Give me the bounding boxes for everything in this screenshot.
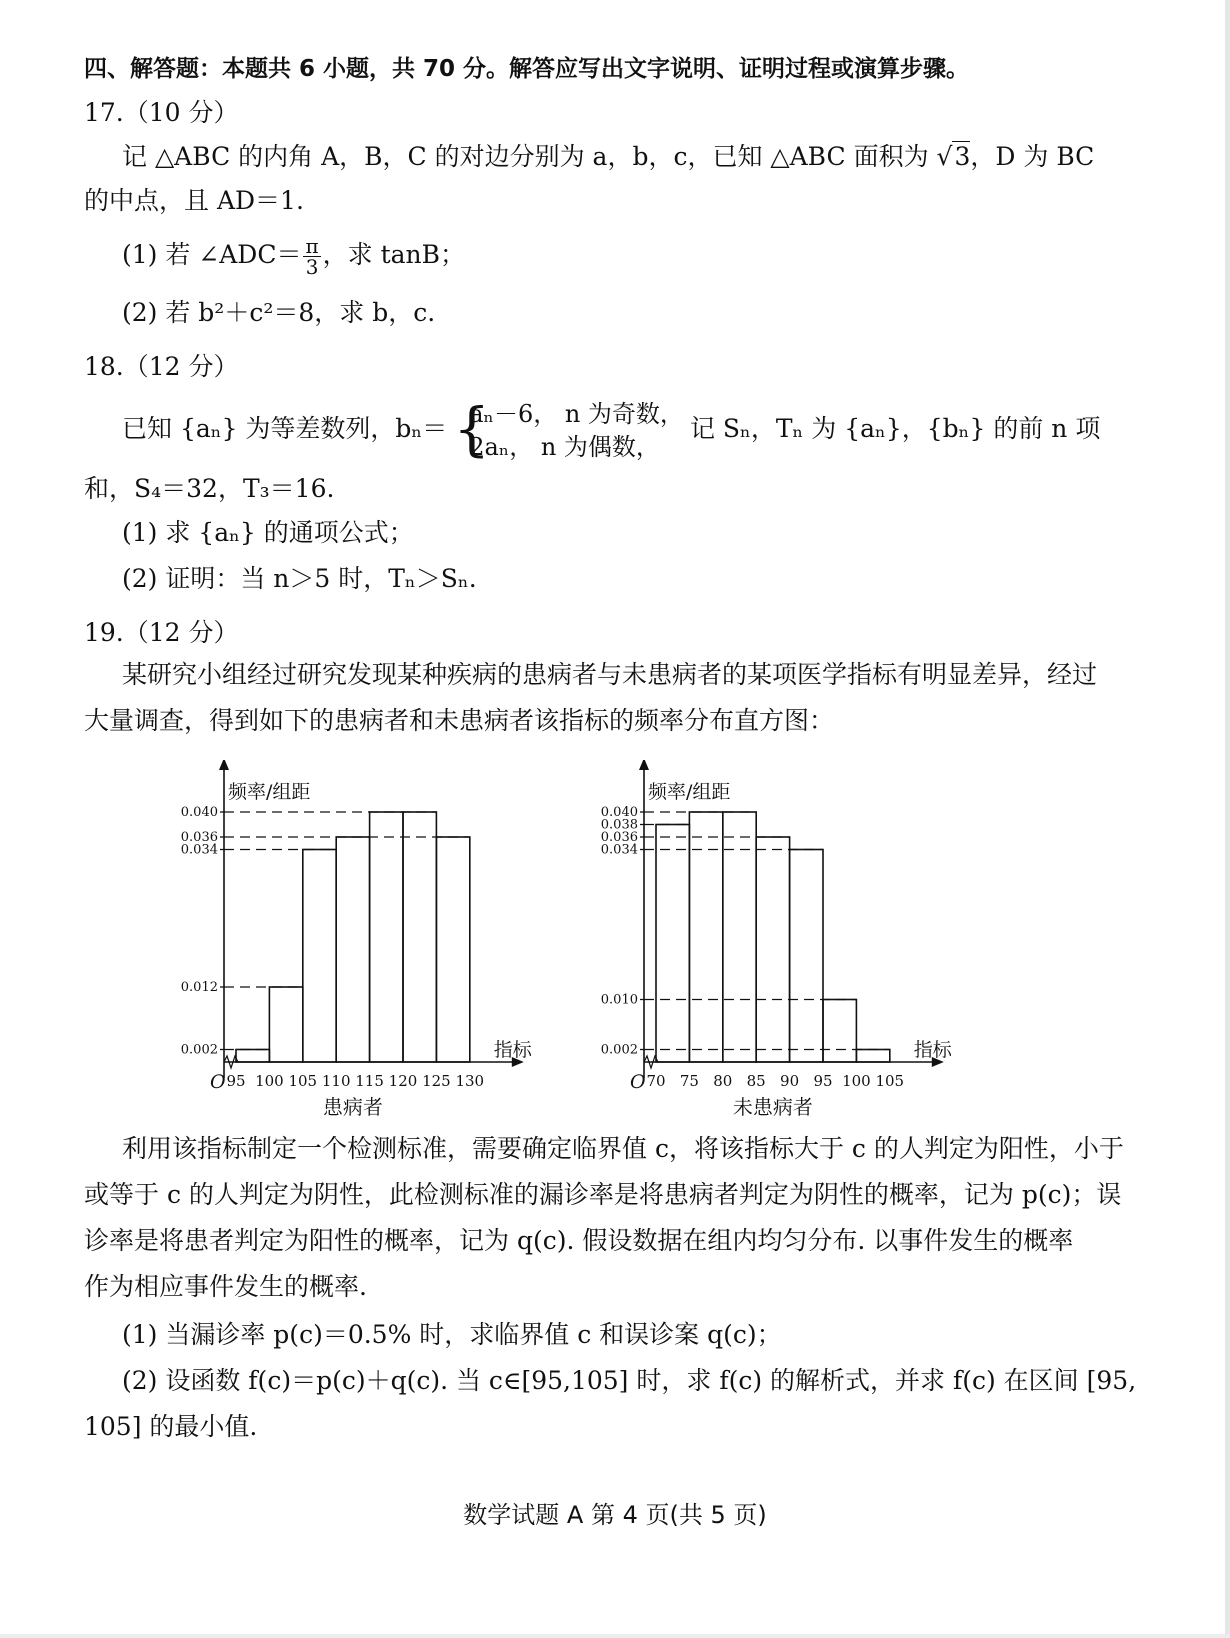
non-patients-xtick-label: 105 — [875, 1072, 905, 1090]
q18-stem-line2: 和，S₄＝32，T₃＝16. — [84, 474, 335, 503]
patients-y-arrow-icon — [219, 760, 229, 770]
non-patients-xtick-label: 100 — [842, 1072, 871, 1090]
brace-icon: { — [453, 394, 491, 463]
q17-fraction — [303, 236, 320, 277]
patients-bar — [269, 987, 302, 1062]
patients-bar — [370, 812, 403, 1062]
q17-part1-a: (1) 若 ∠ADC＝ — [122, 240, 302, 269]
non-patients-bar — [823, 1000, 856, 1063]
q18-stem-line1 — [122, 396, 1190, 464]
patients-ytick-label: 0.040 — [180, 805, 218, 820]
q17-part1 — [122, 236, 1190, 277]
q18-case-2: 2aₙ， n 为偶数， — [469, 432, 660, 461]
non-patients-ytick-label: 0.036 — [600, 830, 638, 845]
q18-part2: (2) 证明：当 n＞5 时，Tₙ＞Sₙ. — [122, 564, 477, 593]
patients-xtick-label: 115 — [355, 1072, 384, 1090]
q17-frac-num: π — [305, 234, 319, 258]
non-patients-ylabel: 频率/组距 — [648, 781, 731, 803]
non-patients-bar — [790, 850, 823, 1063]
q17-sqrt-value: 3 — [954, 142, 971, 171]
patients-ytick-label: 0.034 — [180, 842, 218, 858]
q18-stem-a: 已知 {aₙ} 为等差数列，bₙ＝ — [122, 414, 448, 443]
patients-xtick-label: 130 — [455, 1072, 485, 1090]
histogram-non-patients — [600, 760, 1020, 1180]
q19-part1: (1) 当漏诊率 p(c)＝0.5% 时，求临界值 c 和误诊案 q(c)； — [122, 1320, 782, 1349]
q17-frac-den: 3 — [305, 255, 319, 279]
q17-stem-line2: 的中点，且 AD＝1. — [84, 186, 304, 215]
patients-title: 患病者 — [322, 1095, 383, 1119]
patients-xtick-label: 110 — [321, 1072, 351, 1090]
q18-stem-b: 记 Sₙ，Tₙ 为 {aₙ}，{bₙ} 的前 n 项 — [689, 414, 1101, 443]
q19-para-line2: 或等于 c 的人判定为阴性，此检测标准的漏诊率是将患病者判定为阴性的概率，记为 p(c)；误 — [84, 1180, 1122, 1209]
non-patients-bar — [756, 837, 789, 1062]
patients-ytick-label: 0.002 — [180, 1042, 218, 1058]
non-patients-ytick-label: 0.002 — [600, 1042, 638, 1058]
patients-origin: O — [210, 1071, 226, 1093]
non-patients-title: 未患病者 — [732, 1095, 813, 1119]
q17-part2: (2) 若 b²＋c²＝8，求 b，c. — [122, 298, 436, 327]
q19-para-line3: 诊率是将患者判定为阳性的概率，记为 q(c). 假设数据在组内均匀分布. 以事件发生的概率 — [84, 1226, 1074, 1255]
non-patients-ytick-label: 0.040 — [600, 805, 638, 820]
patients-bar — [436, 837, 469, 1062]
patients-bar — [403, 812, 436, 1062]
page-edge — [1225, 0, 1230, 1638]
q19-para-line4: 作为相应事件发生的概率. — [84, 1272, 367, 1301]
patients-xtick-label: 125 — [422, 1072, 451, 1090]
patients-bar — [303, 850, 336, 1063]
non-patients-y-arrow-icon — [639, 760, 649, 770]
q17-stem-a: 记 △ABC 的内角 A，B，C 的对边分别为 a，b，c，已知 △ABC 面积为 — [122, 142, 937, 171]
non-patients-xtick-label: 80 — [713, 1072, 733, 1090]
patients-bar — [336, 837, 369, 1062]
histogram-patients — [180, 760, 580, 1180]
patients-ylabel: 频率/组距 — [228, 781, 311, 803]
q18-part1: (1) 求 {aₙ} 的通项公式； — [122, 518, 414, 547]
non-patients-xlabel: 指标 — [913, 1039, 952, 1061]
non-patients-xtick-label: 75 — [679, 1072, 699, 1090]
non-patients-xtick-label: 90 — [780, 1072, 800, 1090]
non-patients-xtick-label: 70 — [646, 1072, 666, 1090]
patients-xtick-label: 100 — [255, 1072, 284, 1090]
q18-number: 18.（12 分） — [84, 352, 239, 381]
patients-xtick-label: 105 — [288, 1072, 318, 1090]
q18-case-1: aₙ－6， n 为奇数， — [469, 399, 684, 428]
page-bottom-edge — [0, 1634, 1230, 1638]
patients-xtick-label: 95 — [226, 1072, 246, 1090]
q17-number: 17.（10 分） — [84, 98, 239, 127]
patients-bar — [236, 1050, 269, 1063]
patients-xlabel: 指标 — [493, 1039, 532, 1061]
q19-stem-line2: 大量调查，得到如下的患病者和未患病者该指标的频率分布直方图： — [84, 706, 835, 735]
q19-part2-line1: (2) 设函数 f(c)＝p(c)＋q(c). 当 c∈[95,105] 时，求 f(c) 的解析式，并求 f(c) 在区间 [95, — [122, 1366, 1137, 1395]
non-patients-bar — [656, 825, 689, 1063]
non-patients-xtick-label: 95 — [813, 1072, 833, 1090]
histogram-non-patients-svg — [600, 760, 1020, 1180]
non-patients-ytick-label: 0.034 — [600, 842, 638, 858]
histogram-patients-svg — [180, 760, 580, 1180]
patients-xtick-label: 120 — [388, 1072, 418, 1090]
q17-stem-b: ，D 为 BC — [970, 142, 1095, 171]
patients-ytick-label: 0.012 — [180, 980, 218, 995]
section-heading: 四、解答题：本题共 6 小题，共 70 分。解答应写出文字说明、证明过程或演算步骤。 — [84, 56, 970, 82]
q18-piecewise — [453, 394, 684, 464]
q19-para-line1: 利用该指标制定一个检测标准，需要确定临界值 c，将该指标大于 c 的人判定为阳性，小于 — [122, 1134, 1124, 1163]
non-patients-bar — [856, 1050, 889, 1063]
q19-part2-line2: 105] 的最小值. — [84, 1412, 258, 1441]
non-patients-ytick-label: 0.038 — [600, 817, 638, 833]
non-patients-origin: O — [630, 1071, 646, 1093]
page-footer: 数学试题 A 第 4 页(共 5 页) — [463, 1501, 767, 1529]
non-patients-ytick-label: 0.010 — [600, 992, 638, 1008]
q17-part1-b: ，求 tanB； — [322, 240, 466, 269]
q17-stem-line1: 记 △ABC 的内角 A，B，C 的对边分别为 a，b，c，已知 △ABC 面积为 √3，D 为 BC — [122, 142, 1095, 171]
patients-ytick-label: 0.036 — [180, 830, 218, 845]
non-patients-xtick-label: 85 — [746, 1072, 766, 1090]
q19-number: 19.（12 分） — [84, 618, 239, 647]
q19-stem-line1: 某研究小组经过研究发现某种疾病的患病者与未患病者的某项医学指标有明显差异，经过 — [122, 660, 1098, 689]
